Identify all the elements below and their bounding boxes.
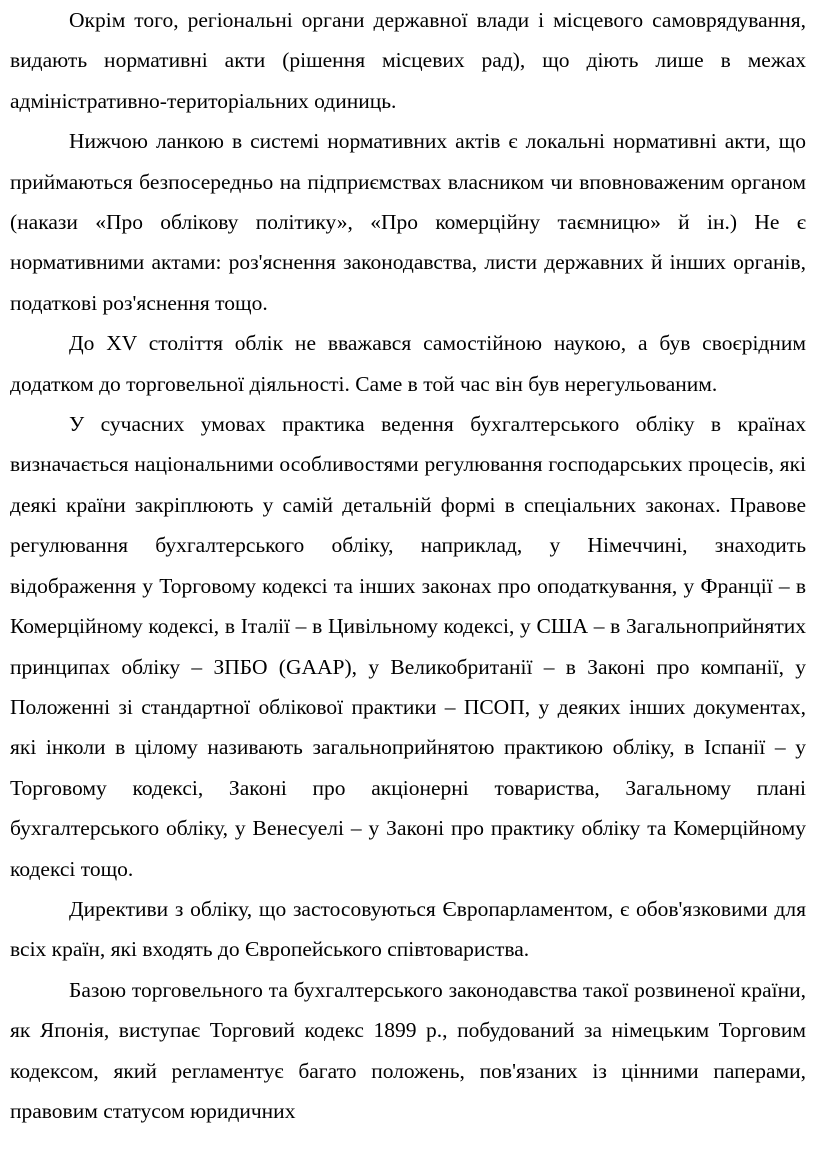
paragraph-japan: Базою торговельного та бухгалтерського законодавства такої розвиненої країни, як Японія, виступає Торговий кодекс 1899 р., побудований за німецьким Торговим кодексом, який регламентує багато положень, пов'язаних із цінними паперами, правовим статусом юридичних xyxy=(10,977,806,1123)
paragraph-regional-acts: Окрім того, регіональні органи державної влади і місцевого самоврядування, видають нормативні акти (рішення місцевих рад), що діють лише в межах адміністративно-територіальних одиниць. xyxy=(10,8,806,113)
paragraph-eu-directives: Директиви з обліку, що застосовуються Європарламентом, є обов'язковими для всіх країн, які входять до Європейського співтовариства. xyxy=(10,896,806,962)
paragraph-local-acts: Нижчою ланкою в системі нормативних актів є локальні нормативні акти, що приймаються безпосередньо на підприємствах власником чи вповноваженим органом (накази «Про облікову політику», «Про комерційну таємницю» й ін.) Не є нормативними актами: роз'яснення законодавства, листи державних й інших органів, податкові роз'яснення тощо. xyxy=(10,129,806,315)
paragraph-national-regulation: У сучасних умовах практика ведення бухгалтерського обліку в країнах визначається національними особливостями регулювання господарських процесів, які деякі країни закріплюють у самій детальній формі в спеціальних законах. Правове регулювання бухгалтерського обліку, наприклад, у Німеччині, знаходить відображення у Торговому кодексі та інших законах про оподаткування, у Франції – в Комерційному кодексі, в Італії – в Цивільному кодексі, у США – в Загальноприйнятих принципах обліку – ЗПБО (GAAP), у Великобританії – в Законі про компанії, у Положенні зі стандартної облікової практики – ПСОП, у деяких інших документах, які інколи в цілому називають загальноприйнятою практикою обліку, в Іспанії – у Торговому кодексі, Законі про акціонерні товариства, Загальному плані бухгалтерського обліку, у Венесуелі – у Законі про практику обліку та Комерційному кодексі тощо. xyxy=(10,412,806,881)
document-page xyxy=(10,0,806,1131)
paragraph-history: До XV століття облік не вважався самостійною наукою, а був своєрідним додатком до торговельної діяльності. Саме в той час він був нерегульованим. xyxy=(10,331,806,396)
